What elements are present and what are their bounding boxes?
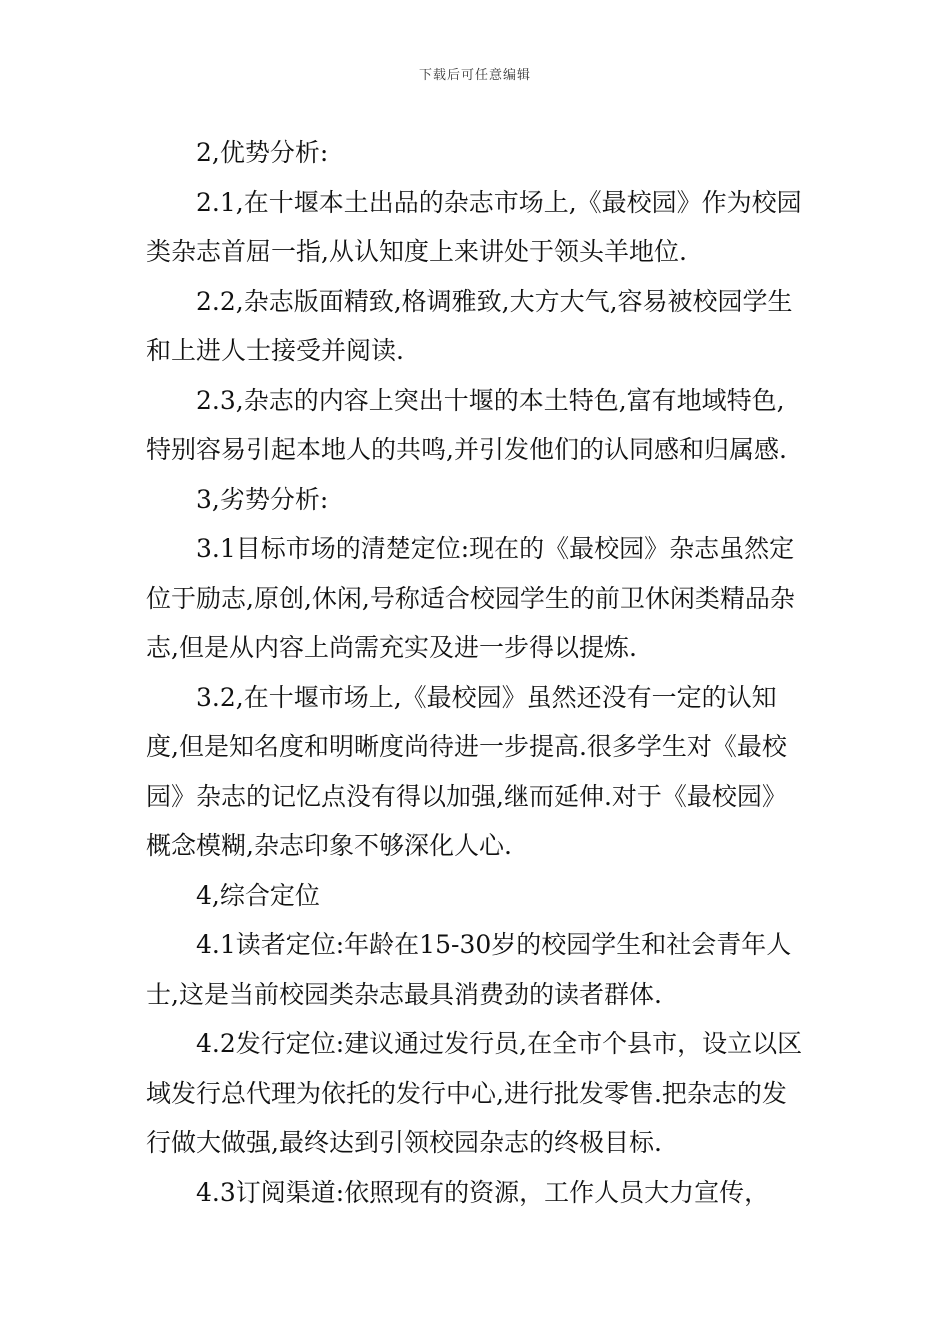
paragraph-2-1: 2.1,在十堰本土出品的杂志市场上,《最校园》作为校园类杂志首屈一指,从认知度上来讲处于领头羊地位. xyxy=(146,187,802,266)
paragraph-4-2: 4.2发行定位:建议通过发行员,在全市个县市，设立以区域发行总代理为依托的发行中心,进行批发零售.把杂志的发行做大做强,最终达到引领校园杂志的终极目标. xyxy=(146,1029,803,1157)
paragraph-section-3-heading: 3,劣势分析: xyxy=(196,484,329,514)
document-body xyxy=(146,128,808,1217)
page-header: 下载后可任意编辑 xyxy=(418,68,531,83)
paragraph-4-3: 4.3订阅渠道:依照现有的资源，工作人员大力宣传， xyxy=(196,1177,770,1207)
paragraph-section-4-heading: 4,综合定位 xyxy=(196,880,320,910)
paragraph-3-2: 3.2,在十堰市场上,《最校园》虽然还没有一定的认知度,但是知名度和明晰度尚待进一步提高.很多学生对《最校园》杂志的记忆点没有得以加强,继而延伸.对于《最校园》概念模糊,杂志印象不够深化人心. xyxy=(146,682,787,860)
paragraph-section-2-heading: 2,优势分析: xyxy=(196,138,329,167)
paragraph-3-1: 3.1目标市场的清楚定位:现在的《最校园》杂志虽然定位于励志,原创,休闲,号称适合校园学生的前卫休闲类精品杂志,但是从内容上尚需充实及进一步得以提炼. xyxy=(146,534,795,662)
paragraph-2-2: 2.2,杂志版面精致,格调雅致,大方大气,容易被校园学生和上进人士接受并阅读. xyxy=(146,286,793,365)
paragraph-4-1: 4.1读者定位:年龄在15-30岁的校园学生和社会青年人士,这是当前校园类杂志最具消费劲的读者群体. xyxy=(146,930,792,1009)
paragraph-2-3: 2.3,杂志的内容上突出十堰的本土特色,富有地域特色,特别容易引起本地人的共鸣,并引发他们的认同感和归属感. xyxy=(146,385,787,464)
